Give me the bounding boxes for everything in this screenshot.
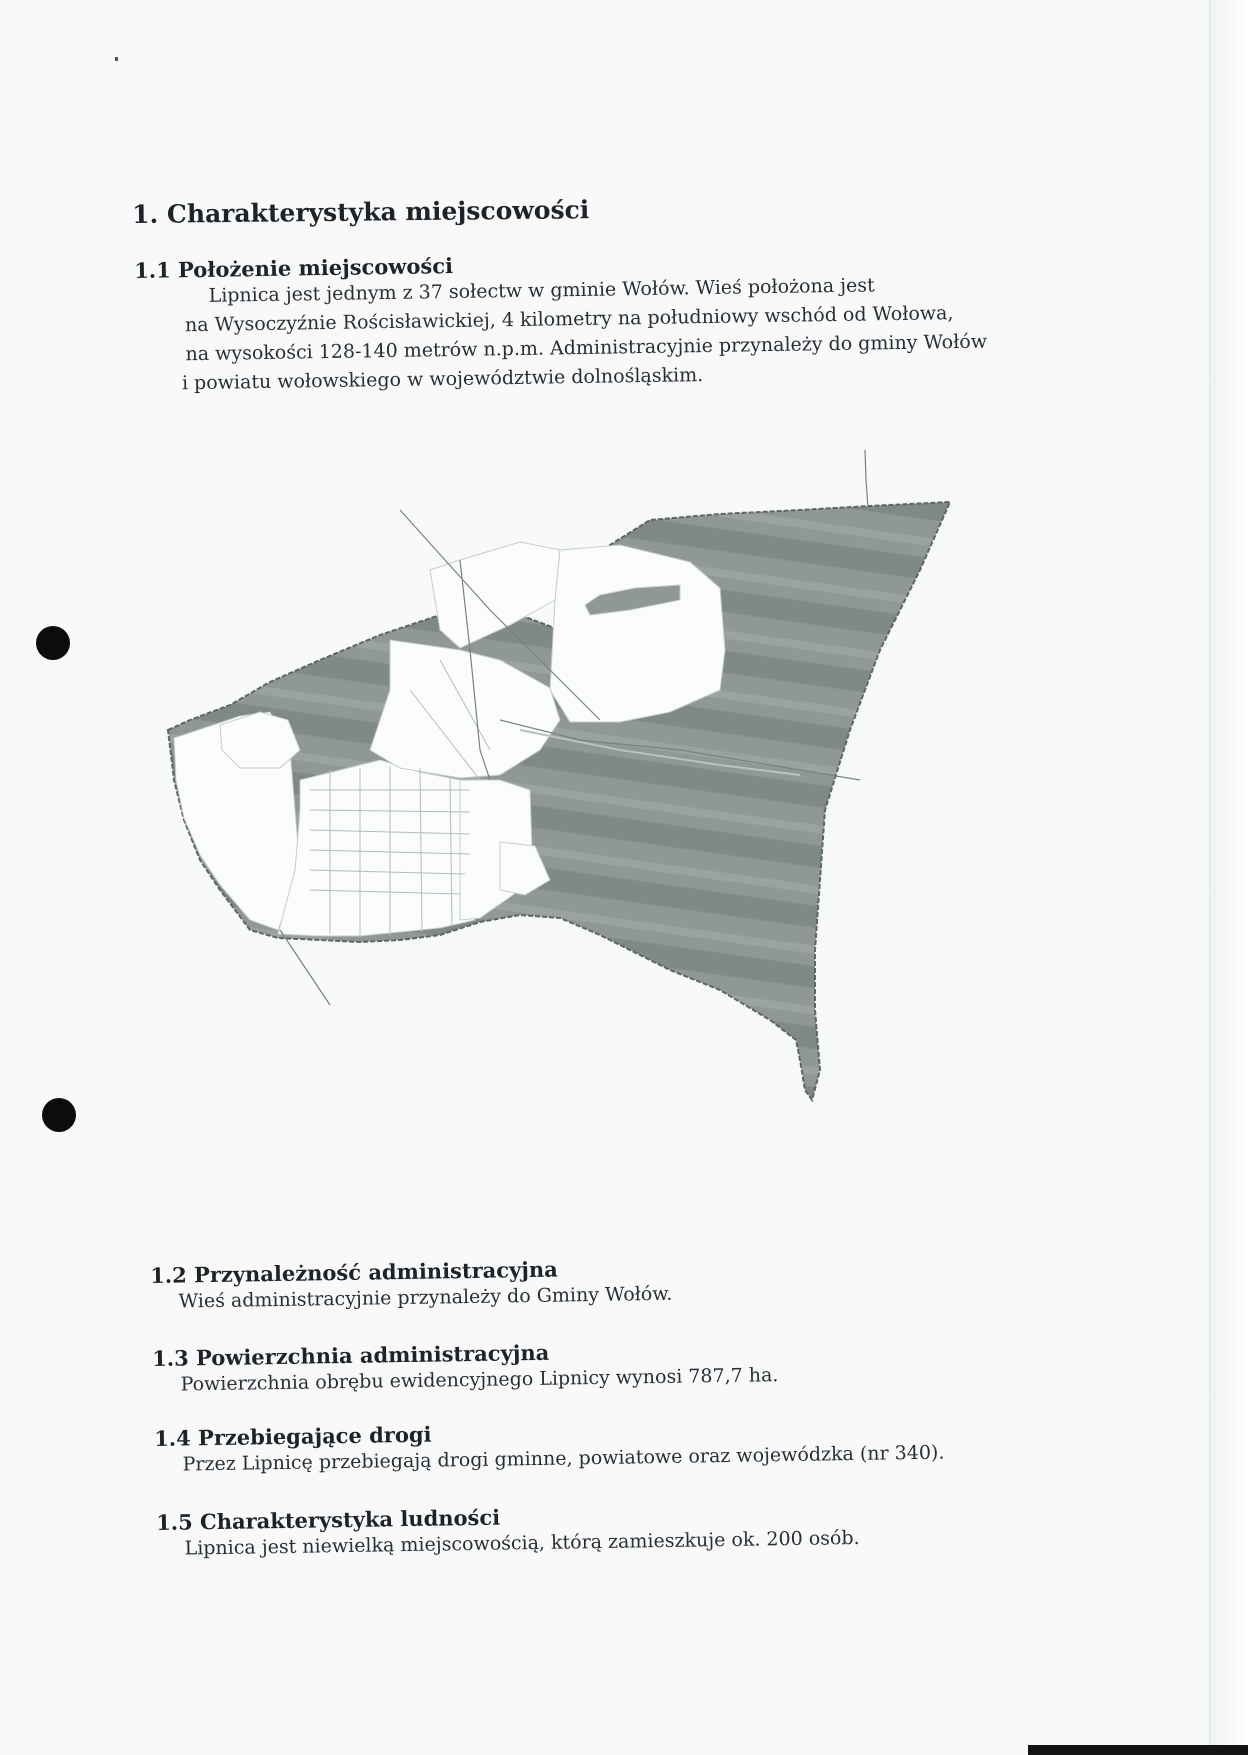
section-heading: 1.2 Przynależność administracyjna — [150, 1256, 558, 1288]
scanned-page-edge — [1209, 0, 1248, 1755]
section-roads — [154, 1414, 945, 1480]
section-heading: 1.1 Położenie miejscowości — [134, 252, 454, 283]
section-body: Przez Lipnicę przebiegają drogi gminne, powiatowe oraz wojewódzka (nr 340). — [182, 1441, 945, 1476]
section-heading: 1.5 Charakterystyka ludności — [156, 1504, 501, 1535]
body-line: na Wysoczyźnie Rościsławickiej, 4 kilometry na południowy wschód od Wołowa, — [184, 302, 954, 337]
document-title: 1. Charakterystyka miejscowości — [132, 195, 590, 229]
scan-speck — [115, 57, 118, 61]
body-line: na wysokości 128-140 metrów n.p.m. Administracyjnie przynależy do gminy Wołów — [185, 330, 988, 366]
body-line: i powiatu wołowskiego w województwie dolnośląskim. — [181, 364, 704, 395]
section-administration — [150, 1255, 673, 1317]
section-body: Wieś administracyjnie przynależy do Gminy Wołów. — [178, 1282, 673, 1313]
section-area — [152, 1336, 779, 1400]
section-location — [134, 245, 988, 399]
section-body: Lipnica jest niewielką miejscowością, którą zamieszkuje ok. 200 osób. — [184, 1526, 860, 1560]
section-heading: 1.4 Przebiegające drogi — [154, 1421, 432, 1451]
village-boundary-map — [160, 450, 1060, 1110]
map-figure — [160, 450, 1060, 1110]
section-body — [134, 270, 987, 399]
body-line: Lipnica jest jednym z 37 sołectw w gminie Wołów. Wieś położona jest — [208, 274, 875, 307]
section-population — [156, 1499, 860, 1564]
punch-hole — [36, 626, 70, 660]
punch-hole — [42, 1098, 76, 1132]
section-heading: 1.3 Powierzchnia administracyjna — [152, 1339, 550, 1371]
scan-border-strip — [1028, 1745, 1248, 1755]
section-body: Powierzchnia obrębu ewidencyjnego Lipnicy wynosi 787,7 ha. — [180, 1364, 779, 1396]
